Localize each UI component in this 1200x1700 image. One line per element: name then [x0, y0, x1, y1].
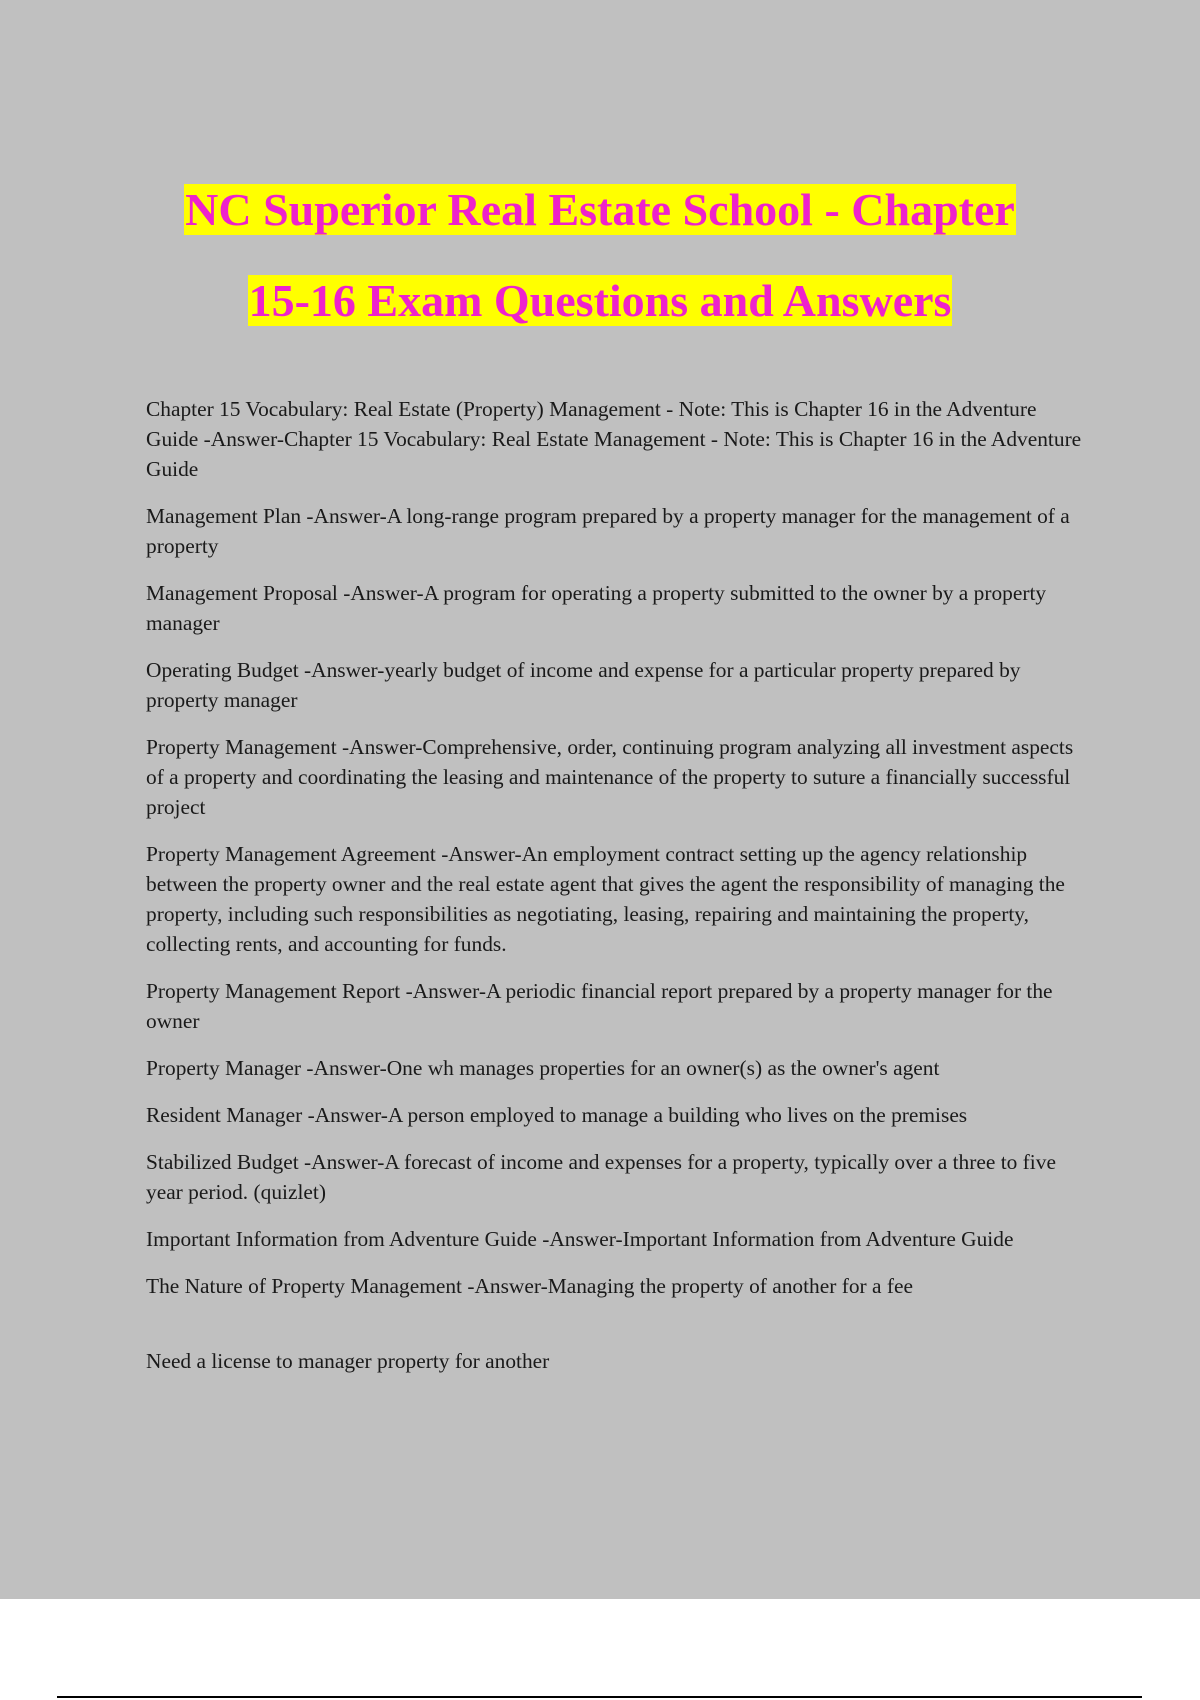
paragraph: Need a license to manager property for another — [146, 1349, 550, 1373]
paragraph: Property Manager -Answer-One wh manages properties for an owner(s) as the owner's agent — [146, 1056, 940, 1080]
paragraph: Property Management Agreement -Answer-An employment contract setting up the agency relationship between the property owner and the real estate agent that gives the agent the responsibility of managing the property, including such responsibilities as negotiating, leasing, repairing and maintaining the property, collecting rents, and accounting for funds. — [146, 842, 1065, 956]
title-line-1: NC Superior Real Estate School - Chapter — [185, 184, 1015, 235]
paragraph: Important Information from Adventure Guide -Answer-Important Information from Adventure Guide — [146, 1227, 1014, 1251]
paragraph: Resident Manager -Answer-A person employed to manage a building who lives on the premises — [146, 1103, 968, 1127]
page-title — [0, 164, 1200, 346]
paragraph: Management Plan -Answer-A long-range program prepared by a property manager for the management of a property — [146, 504, 1070, 558]
footer-divider — [57, 1696, 1142, 1698]
title-line-2: 15-16 Exam Questions and Answers — [248, 275, 952, 326]
paragraph: Property Management Report -Answer-A periodic financial report prepared by a property manager for the owner — [146, 979, 1053, 1033]
paragraph: Management Proposal -Answer-A program for operating a property submitted to the owner by a property manager — [146, 581, 1047, 635]
paragraph: Property Management -Answer-Comprehensive, order, continuing program analyzing all investment aspects of a property and coordinating the leasing and maintenance of the property to suture a financially successful project — [146, 735, 1074, 819]
paragraph: The Nature of Property Management -Answer-Managing the property of another for a fee — [146, 1274, 913, 1298]
paragraph: Operating Budget -Answer-yearly budget of income and expense for a particular property prepared by property manager — [146, 658, 1021, 712]
paragraph: Chapter 15 Vocabulary: Real Estate (Property) Management - Note: This is Chapter 16 in the Adventure Guide -Answer-Chapter 15 Vocabulary: Real Estate Management - Note: This is Chapter 16 in the Adventure Guide — [146, 397, 1082, 481]
document-body — [146, 394, 1086, 1393]
paragraph: Stabilized Budget -Answer-A forecast of income and expenses for a property, typically over a three to five year period. (quizlet) — [146, 1150, 1056, 1204]
